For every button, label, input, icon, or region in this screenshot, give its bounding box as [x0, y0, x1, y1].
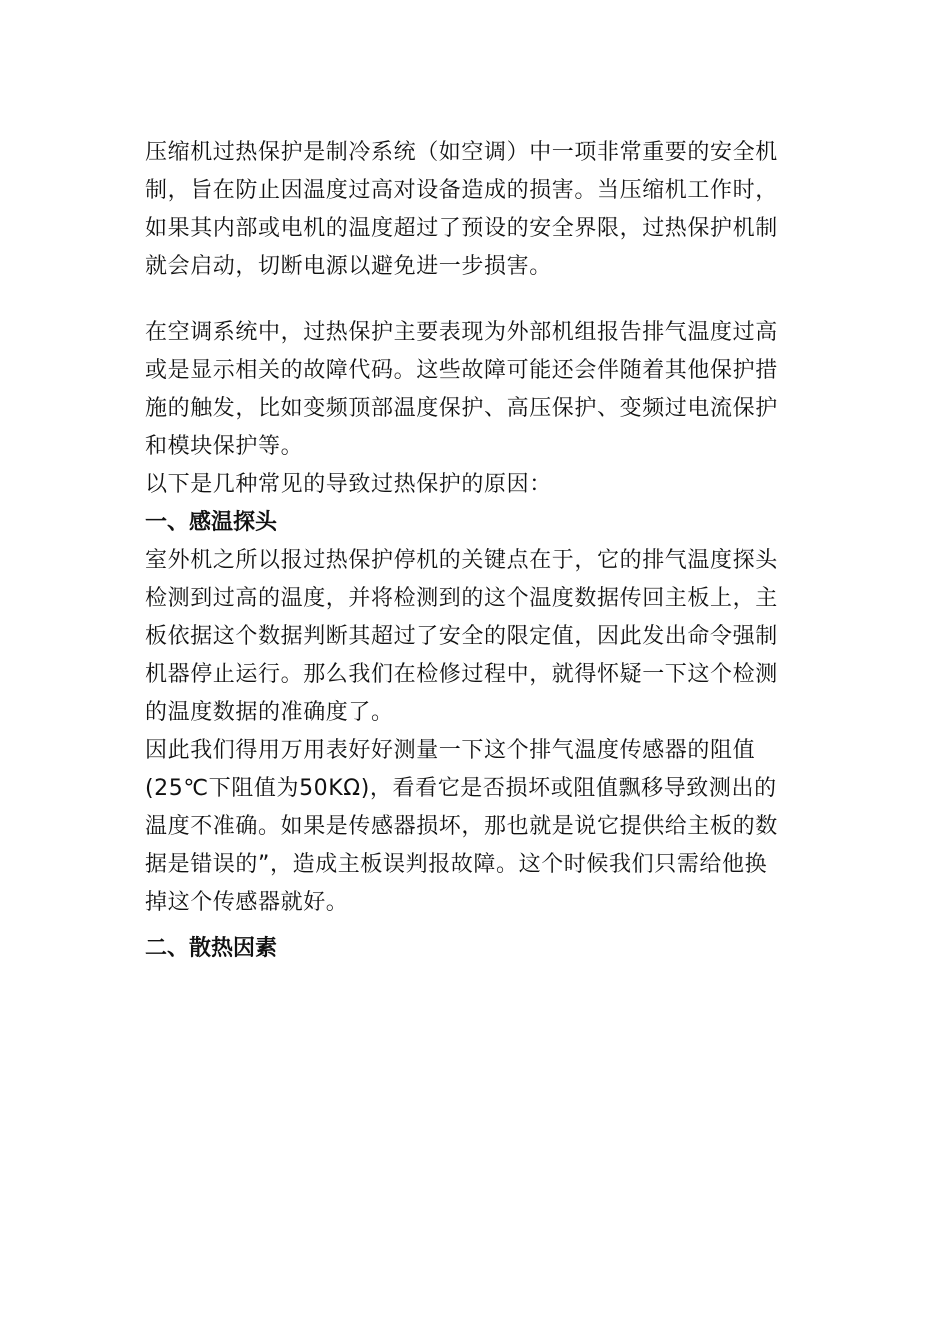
text-line: 据是错误的”，造成主板误判报故障。这个时候我们只需给他换 [145, 852, 768, 877]
text-line: 或是显示相关的故障代码。这些故障可能还会伴随着其他保护措 [145, 358, 778, 383]
text-line: 因此我们得用万用表好好测量一下这个排气温度传感器的阻值 [145, 738, 756, 763]
section-heading-cooling: 二、散热因素 [145, 936, 278, 961]
document-content [145, 134, 807, 968]
symptom-paragraph [145, 314, 807, 466]
text-line: 和模块保护等。 [145, 434, 304, 459]
text-line: 压缩机过热保护是制冷系统（如空调）中一项非常重要的安全机 [145, 140, 778, 165]
sensor-paragraph-1 [145, 542, 807, 732]
text-line: 检测到过高的温度，并将检测到的这个温度数据传回主板上，主 [145, 586, 778, 611]
paragraph-gap [145, 286, 807, 314]
text-line: 在空调系统中，过热保护主要表现为外部机组报告排气温度过高 [145, 320, 778, 345]
text-line: 如果其内部或电机的温度超过了预设的安全界限，过热保护机制 [145, 216, 778, 241]
text-line: (25℃下阻值为50KΩ)，看看它是否损坏或阻值飘移导致测出的 [145, 776, 777, 801]
text-line: 机器停止运行。那么我们在检修过程中，就得怀疑一下这个检测 [145, 662, 778, 687]
text-line: 施的触发，比如变频顶部温度保护、高压保护、变频过电流保护 [145, 396, 778, 421]
text-line: 就会启动，切断电源以避免进一步损害。 [145, 254, 552, 279]
text-line: 掉这个传感器就好。 [145, 890, 349, 915]
intro-paragraph [145, 134, 807, 286]
causes-intro: 以下是几种常见的导致过热保护的原因： [145, 472, 552, 497]
section-heading-sensor: 一、感温探头 [145, 510, 278, 535]
text-line: 的温度数据的准确度了。 [145, 700, 394, 725]
text-line: 制，旨在防止因温度过高对设备造成的损害。当压缩机工作时， [145, 178, 778, 203]
paragraph-gap [145, 922, 807, 930]
sensor-paragraph-2 [145, 732, 807, 922]
text-line: 室外机之所以报过热保护停机的关键点在于，它的排气温度探头 [145, 548, 778, 573]
text-line: 板依据这个数据判断其超过了安全的限定值，因此发出命令强制 [145, 624, 778, 649]
text-line: 温度不准确。如果是传感器损坏，那也就是说它提供给主板的数 [145, 814, 778, 839]
